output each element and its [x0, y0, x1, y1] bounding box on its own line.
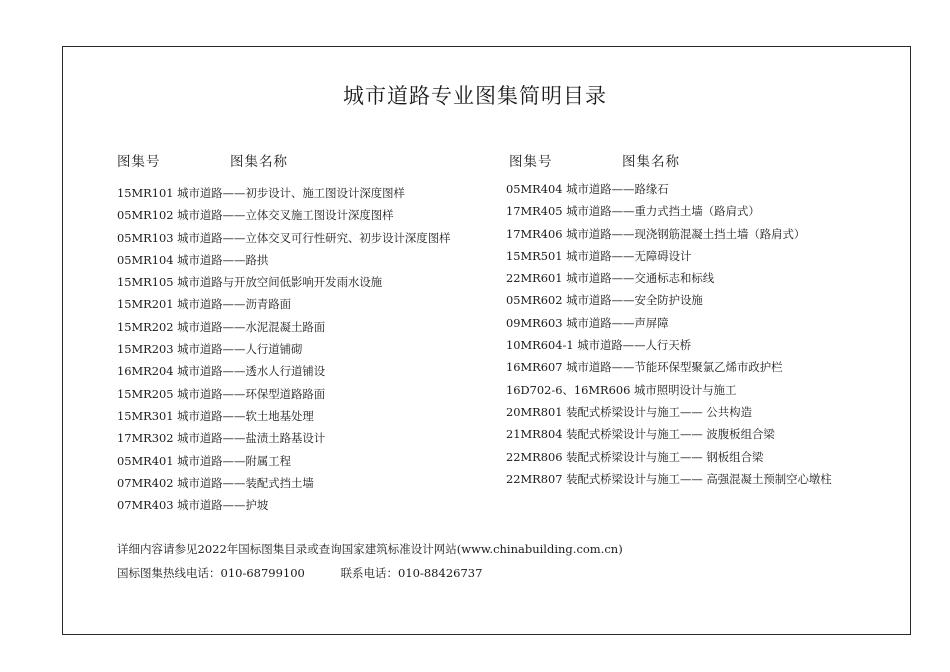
atlas-entry: 15MR501 城市道路——无障碍设计 [506, 248, 692, 263]
atlas-entry: 21MR804 装配式桥梁设计与施工—— 波腹板组合梁 [506, 427, 775, 442]
atlas-entry: 07MR402 城市道路——装配式挡土墙 [117, 475, 314, 490]
right-name-header: 图集名称 [622, 154, 680, 170]
atlas-entry: 22MR806 装配式桥梁设计与施工—— 钢板组合梁 [506, 449, 764, 464]
footer-contact-phone: 联系电话：010-88426737 [340, 566, 483, 580]
left-code-header: 图集号 [117, 154, 161, 170]
atlas-entry: 16MR204 城市道路——透水人行道铺设 [117, 364, 326, 379]
footer-contacts [117, 565, 482, 581]
atlas-entry: 17MR406 城市道路——现浇钢筋混凝土挡土墙（路肩式） [506, 226, 806, 241]
atlas-entry: 15MR201 城市道路——沥青路面 [117, 297, 292, 312]
atlas-entry: 15MR301 城市道路——软土地基处理 [117, 408, 314, 423]
atlas-entry: 15MR202 城市道路——水泥混凝土路面 [117, 319, 326, 334]
page-title: 城市道路专业图集简明目录 [343, 84, 607, 108]
atlas-entry: 05MR404 城市道路——路缘石 [506, 182, 669, 196]
atlas-entry: 10MR604-1 城市道路——人行天桥 [506, 338, 692, 353]
left-name-header: 图集名称 [230, 154, 288, 170]
right-entry-list [506, 178, 832, 490]
atlas-entry: 15MR101 城市道路——初步设计、施工图设计深度图样 [117, 186, 405, 200]
atlas-entry: 15MR105 城市道路与开放空间低影响开发雨水设施 [117, 275, 383, 290]
atlas-entry: 15MR203 城市道路——人行道铺砌 [117, 342, 303, 357]
atlas-entry: 22MR601 城市道路——交通标志和标线 [506, 271, 715, 286]
right-column-header [509, 150, 680, 170]
atlas-entry: 05MR401 城市道路——附属工程 [117, 453, 292, 468]
atlas-entry: 17MR302 城市道路——盐渍土路基设计 [117, 431, 326, 446]
footer-reference: 详细内容请参见2022年国标图集目录或查询国家建筑标准设计网站(www.chinabuilding.com.cn) [117, 542, 623, 556]
atlas-entry: 07MR403 城市道路——护坡 [117, 498, 269, 513]
atlas-entry: 05MR104 城市道路——路拱 [117, 252, 269, 267]
left-entry-list [117, 182, 450, 516]
atlas-entry: 16MR607 城市道路——节能环保型聚氯乙烯市政护栏 [506, 360, 783, 375]
atlas-entry: 05MR103 城市道路——立体交叉可行性研究、初步设计深度图样 [117, 230, 451, 245]
atlas-entry: 22MR807 装配式桥梁设计与施工—— 高强混凝土预制空心墩柱 [506, 471, 832, 486]
footer-hotline: 国标图集热线电话：010-68799100 [117, 566, 305, 580]
atlas-entry: 15MR205 城市道路——环保型道路路面 [117, 386, 326, 401]
atlas-entry: 20MR801 装配式桥梁设计与施工—— 公共构造 [506, 404, 752, 419]
right-code-header: 图集号 [509, 154, 553, 170]
atlas-entry: 16D702-6、16MR606 城市照明设计与施工 [506, 382, 737, 397]
atlas-entry: 05MR102 城市道路——立体交叉施工图设计深度图样 [117, 208, 394, 223]
left-column-header [117, 150, 288, 170]
atlas-entry: 05MR602 城市道路——安全防护设施 [506, 293, 703, 308]
atlas-entry: 09MR603 城市道路——声屏障 [506, 315, 669, 330]
atlas-entry: 17MR405 城市道路——重力式挡土墙（路肩式） [506, 204, 760, 219]
